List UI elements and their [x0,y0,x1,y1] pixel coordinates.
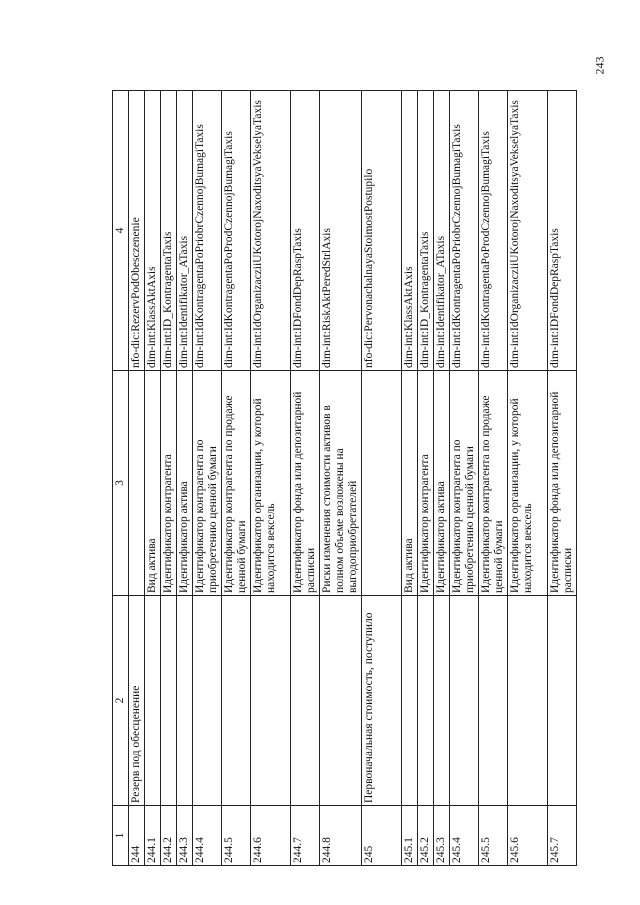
cell-attr: Вид актива [402,371,418,596]
cell-name [145,596,161,806]
cell-attr [362,371,402,596]
cell-attr: Идентификатор актива [434,371,450,596]
cell-attr: Риски изменения стоимости активов в полном объеме возложены на выгодоприобретателей [320,371,362,596]
table-row [479,91,508,866]
cell-code: dim-int:IDFondDepRaspTaxis [291,91,320,371]
cell-name [402,596,418,806]
cell-attr: Идентификатор организации, у которой находится вексель [251,371,291,596]
table-row [508,91,548,866]
cell-name [251,596,291,806]
table-row [548,91,577,866]
cell-num: 245.2 [418,806,434,866]
cell-name [418,596,434,806]
cell-name [161,596,177,806]
cell-attr: Вид актива [145,371,161,596]
cell-code: dim-int:Identifikator_ATaxis [177,91,193,371]
cell-code: dim-int:Identifikator_ATaxis [434,91,450,371]
cell-num: 245.4 [450,806,479,866]
header-cell: 1 [113,806,129,866]
table-row [145,91,161,866]
table-row [434,91,450,866]
cell-num: 245.6 [508,806,548,866]
header-row [113,91,129,866]
cell-num: 244.7 [291,806,320,866]
cell-attr [129,371,145,596]
cell-attr: Идентификатор контрагента по приобретению ценной бумаги [193,371,222,596]
table-row [418,91,434,866]
cell-code: dim-int:IdKontragentaPoPriobrCzennojBumagiTaxis [193,91,222,371]
cell-code: dim-int:IdKontragentaPoProdCzennojBumagiTaxis [479,91,508,371]
cell-attr: Идентификатор фонда или депозитарной расписки [548,371,577,596]
data-table [112,90,577,866]
table-row [320,91,362,866]
cell-attr: Идентификатор контрагента по продаже ценной бумаги [222,371,251,596]
cell-attr: Идентификатор контрагента по продаже ценной бумаги [479,371,508,596]
cell-name [434,596,450,806]
cell-code: dim-int:KlassAktAxis [145,91,161,371]
cell-attr: Идентификатор актива [177,371,193,596]
cell-code: dim-int:IDFondDepRaspTaxis [548,91,577,371]
cell-name [548,596,577,806]
header-cell: 4 [113,91,129,371]
table-row [161,91,177,866]
cell-name [508,596,548,806]
cell-num: 245.7 [548,806,577,866]
cell-code: dim-int:IdOrganizacziiUKotorojNaxoditsyaVekselyaTaxis [251,91,291,371]
rotated-table-container [112,91,602,866]
cell-num: 245.3 [434,806,450,866]
cell-code: dim-int:IdOrganizacziiUKotorojNaxoditsyaVekselyaTaxis [508,91,548,371]
cell-num: 244.2 [161,806,177,866]
cell-num: 244.4 [193,806,222,866]
table-row [193,91,222,866]
cell-num: 244.3 [177,806,193,866]
cell-name: Резерв под обесценение [129,596,145,806]
cell-name: Первоначальная стоимость, поступило [362,596,402,806]
table-row [251,91,291,866]
table-row [402,91,418,866]
cell-name [450,596,479,806]
cell-code: dim-int:RiskAktPeredStrlAxis [320,91,362,371]
cell-attr: Идентификатор контрагента [161,371,177,596]
cell-code: dim-int:ID_KontragentaTaxis [161,91,177,371]
cell-num: 244.1 [145,806,161,866]
cell-code: dim-int:KlassAktAxis [402,91,418,371]
cell-num: 245.5 [479,806,508,866]
cell-name [193,596,222,806]
cell-num: 245.1 [402,806,418,866]
cell-num: 244.6 [251,806,291,866]
cell-num: 245 [362,806,402,866]
cell-num: 244 [129,806,145,866]
table-row [222,91,251,866]
cell-attr: Идентификатор контрагента [418,371,434,596]
cell-code: nfo-dic:RezervPodObesczenenie [129,91,145,371]
table-row [129,91,145,866]
cell-name [177,596,193,806]
cell-code: dim-int:IdKontragentaPoPriobrCzennojBumagiTaxis [450,91,479,371]
cell-name [222,596,251,806]
cell-attr: Идентификатор фонда или депозитарной расписки [291,371,320,596]
header-cell: 3 [113,371,129,596]
table-row [450,91,479,866]
table-row [291,91,320,866]
table-row [177,91,193,866]
cell-name [291,596,320,806]
cell-num: 244.8 [320,806,362,866]
cell-name [479,596,508,806]
table-row [362,91,402,866]
cell-code: dim-int:ID_KontragentaTaxis [418,91,434,371]
page-number: 243 [592,56,607,75]
cell-code: dim-int:IdKontragentaPoProdCzennojBumagiTaxis [222,91,251,371]
cell-num: 244.5 [222,806,251,866]
cell-name [320,596,362,806]
cell-attr: Идентификатор организации, у которой находится вексель [508,371,548,596]
header-cell: 2 [113,596,129,806]
cell-code: nfo-dic:PervonachalnayaStoimostPostupilo [362,91,402,371]
cell-attr: Идентификатор контрагента по приобретению ценной бумаги [450,371,479,596]
